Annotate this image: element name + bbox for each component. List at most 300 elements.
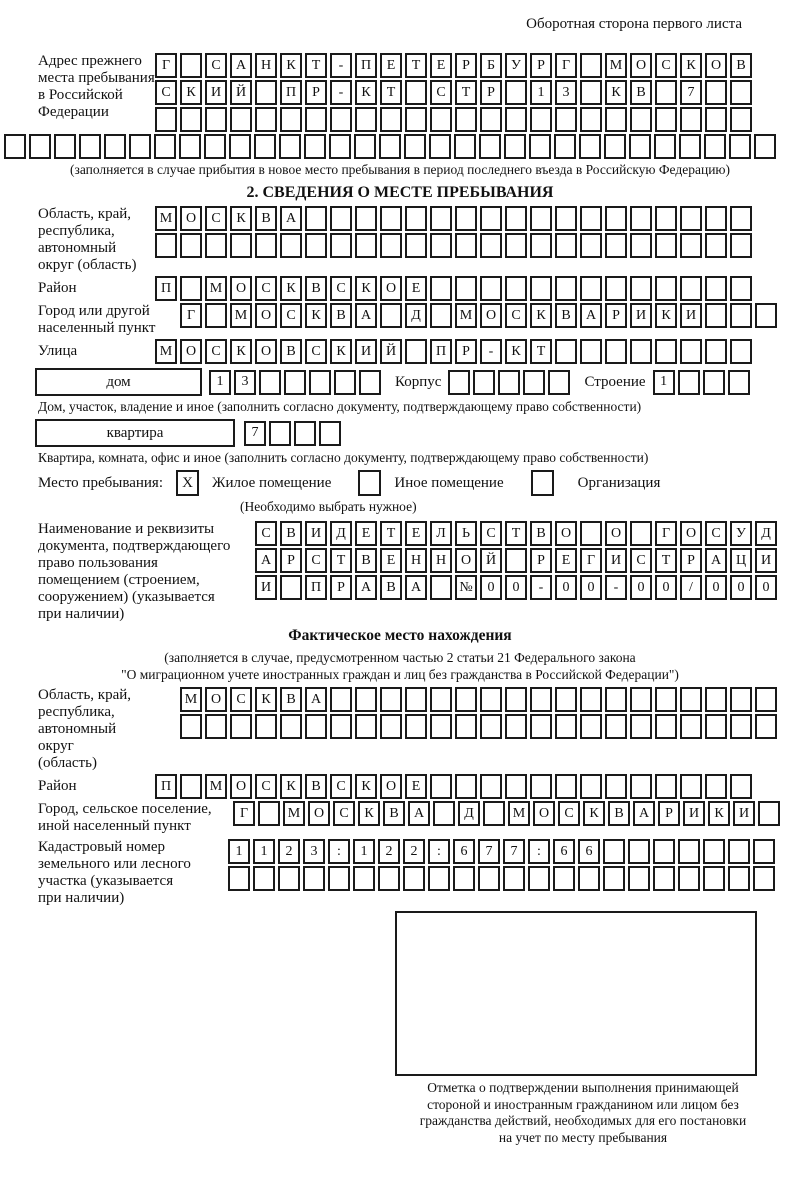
char-cell[interactable]: К [358, 801, 380, 826]
char-cell[interactable]: М [205, 276, 227, 301]
char-cell[interactable]: С [630, 548, 652, 573]
char-cell[interactable]: - [330, 80, 352, 105]
char-cell[interactable]: С [655, 53, 677, 78]
char-cell[interactable]: И [680, 303, 702, 328]
char-cell[interactable] [205, 107, 227, 132]
char-cell[interactable] [104, 134, 126, 159]
char-cell[interactable] [603, 866, 625, 891]
char-cell[interactable]: 2 [278, 839, 300, 864]
char-cell[interactable] [334, 370, 356, 395]
char-cell[interactable] [455, 774, 477, 799]
char-cell[interactable] [309, 370, 331, 395]
char-cell[interactable]: С [480, 521, 502, 546]
char-cell[interactable] [430, 714, 452, 739]
char-cell[interactable] [728, 839, 750, 864]
char-cell[interactable]: С [305, 548, 327, 573]
char-cell[interactable] [279, 134, 301, 159]
char-cell[interactable] [630, 774, 652, 799]
char-cell[interactable]: О [680, 521, 702, 546]
char-cell[interactable] [403, 866, 425, 891]
char-cell[interactable] [405, 687, 427, 712]
char-cell[interactable] [505, 687, 527, 712]
char-cell[interactable] [305, 206, 327, 231]
char-cell[interactable]: 3 [234, 370, 256, 395]
char-cell[interactable] [653, 866, 675, 891]
char-cell[interactable] [180, 233, 202, 258]
char-cell[interactable]: Н [255, 53, 277, 78]
char-cell[interactable] [405, 80, 427, 105]
char-cell[interactable]: В [305, 276, 327, 301]
char-cell[interactable]: О [480, 303, 502, 328]
char-cell[interactable]: И [755, 548, 777, 573]
char-cell[interactable] [655, 276, 677, 301]
char-cell[interactable] [555, 107, 577, 132]
char-cell[interactable] [730, 303, 752, 328]
char-cell[interactable] [579, 134, 601, 159]
char-cell[interactable] [605, 774, 627, 799]
char-cell[interactable]: Р [480, 80, 502, 105]
char-cell[interactable] [380, 687, 402, 712]
char-cell[interactable]: В [280, 339, 302, 364]
char-cell[interactable] [355, 687, 377, 712]
char-cell[interactable] [605, 339, 627, 364]
char-cell[interactable]: - [330, 53, 352, 78]
char-cell[interactable]: А [280, 206, 302, 231]
char-cell[interactable]: И [630, 303, 652, 328]
char-cell[interactable] [405, 107, 427, 132]
char-cell[interactable]: 7 [244, 421, 266, 446]
char-cell[interactable] [505, 714, 527, 739]
char-cell[interactable]: И [255, 575, 277, 600]
char-cell[interactable] [505, 548, 527, 573]
char-cell[interactable] [480, 233, 502, 258]
char-cell[interactable] [680, 339, 702, 364]
char-cell[interactable]: Т [505, 521, 527, 546]
char-cell[interactable]: С [205, 206, 227, 231]
char-cell[interactable]: 0 [755, 575, 777, 600]
char-cell[interactable] [478, 866, 500, 891]
char-cell[interactable] [230, 233, 252, 258]
char-cell[interactable] [280, 233, 302, 258]
char-cell[interactable] [354, 134, 376, 159]
char-cell[interactable] [630, 276, 652, 301]
char-cell[interactable]: Е [380, 53, 402, 78]
char-cell[interactable] [430, 774, 452, 799]
char-cell[interactable]: К [280, 276, 302, 301]
char-cell[interactable]: И [683, 801, 705, 826]
char-cell[interactable]: Е [405, 774, 427, 799]
char-cell[interactable] [580, 80, 602, 105]
char-cell[interactable] [678, 839, 700, 864]
char-cell[interactable] [628, 866, 650, 891]
char-cell[interactable]: Е [380, 548, 402, 573]
char-cell[interactable]: А [355, 303, 377, 328]
char-cell[interactable] [79, 134, 101, 159]
char-cell[interactable]: А [705, 548, 727, 573]
char-cell[interactable] [179, 134, 201, 159]
char-cell[interactable]: В [280, 521, 302, 546]
char-cell[interactable] [530, 233, 552, 258]
char-cell[interactable] [259, 370, 281, 395]
char-cell[interactable] [655, 80, 677, 105]
char-cell[interactable]: Д [330, 521, 352, 546]
char-cell[interactable] [205, 714, 227, 739]
char-cell[interactable] [480, 687, 502, 712]
char-cell[interactable] [430, 206, 452, 231]
char-cell[interactable] [705, 687, 727, 712]
char-cell[interactable]: 6 [453, 839, 475, 864]
char-cell[interactable] [730, 206, 752, 231]
char-cell[interactable] [228, 866, 250, 891]
char-cell[interactable]: С [205, 339, 227, 364]
char-cell[interactable] [505, 233, 527, 258]
char-cell[interactable] [555, 276, 577, 301]
char-cell[interactable] [255, 714, 277, 739]
char-cell[interactable]: Е [430, 53, 452, 78]
char-cell[interactable] [504, 134, 526, 159]
char-cell[interactable] [505, 774, 527, 799]
char-cell[interactable] [480, 714, 502, 739]
char-cell[interactable]: О [308, 801, 330, 826]
char-cell[interactable] [580, 206, 602, 231]
char-cell[interactable] [705, 714, 727, 739]
char-cell[interactable]: 0 [555, 575, 577, 600]
char-cell[interactable]: Р [305, 80, 327, 105]
char-cell[interactable]: 1 [653, 370, 675, 395]
char-cell[interactable]: Ц [730, 548, 752, 573]
char-cell[interactable] [329, 134, 351, 159]
char-cell[interactable]: С [155, 80, 177, 105]
char-cell[interactable] [180, 774, 202, 799]
char-cell[interactable] [378, 866, 400, 891]
char-cell[interactable]: И [305, 521, 327, 546]
char-cell[interactable] [29, 134, 51, 159]
char-cell[interactable] [205, 303, 227, 328]
char-cell[interactable] [530, 206, 552, 231]
char-cell[interactable]: К [355, 80, 377, 105]
char-cell[interactable] [355, 233, 377, 258]
char-cell[interactable] [605, 206, 627, 231]
char-cell[interactable] [629, 134, 651, 159]
char-cell[interactable]: 2 [378, 839, 400, 864]
char-cell[interactable]: Т [455, 80, 477, 105]
char-cell[interactable]: В [730, 53, 752, 78]
char-cell[interactable]: О [630, 53, 652, 78]
char-cell[interactable] [530, 774, 552, 799]
char-cell[interactable] [705, 233, 727, 258]
char-cell[interactable]: Н [430, 548, 452, 573]
char-cell[interactable] [230, 107, 252, 132]
char-cell[interactable] [479, 134, 501, 159]
char-cell[interactable] [728, 370, 750, 395]
char-cell[interactable]: А [305, 687, 327, 712]
char-cell[interactable]: О [255, 339, 277, 364]
char-cell[interactable]: Т [655, 548, 677, 573]
char-cell[interactable]: К [280, 53, 302, 78]
char-cell[interactable]: Р [680, 548, 702, 573]
char-cell[interactable]: К [255, 687, 277, 712]
char-cell[interactable]: М [508, 801, 530, 826]
char-cell[interactable]: П [430, 339, 452, 364]
char-cell[interactable]: Р [280, 548, 302, 573]
char-cell[interactable]: 0 [505, 575, 527, 600]
char-cell[interactable] [653, 839, 675, 864]
char-cell[interactable] [503, 866, 525, 891]
char-cell[interactable]: 0 [655, 575, 677, 600]
char-cell[interactable] [604, 134, 626, 159]
char-cell[interactable]: Т [380, 80, 402, 105]
char-cell[interactable]: О [180, 206, 202, 231]
char-cell[interactable] [255, 233, 277, 258]
char-cell[interactable] [679, 134, 701, 159]
char-cell[interactable] [480, 276, 502, 301]
char-cell[interactable]: А [580, 303, 602, 328]
char-cell[interactable]: М [205, 774, 227, 799]
char-cell[interactable]: 6 [553, 839, 575, 864]
char-cell[interactable]: М [455, 303, 477, 328]
char-cell[interactable]: К [280, 774, 302, 799]
char-cell[interactable]: Д [755, 521, 777, 546]
char-cell[interactable]: А [230, 53, 252, 78]
char-cell[interactable] [705, 206, 727, 231]
char-cell[interactable]: 7 [680, 80, 702, 105]
char-cell[interactable]: : [528, 839, 550, 864]
char-cell[interactable]: Е [555, 548, 577, 573]
char-cell[interactable]: П [155, 276, 177, 301]
char-cell[interactable] [523, 370, 545, 395]
char-cell[interactable]: Р [658, 801, 680, 826]
char-cell[interactable]: К [355, 774, 377, 799]
char-cell[interactable] [655, 107, 677, 132]
char-cell[interactable]: В [255, 206, 277, 231]
char-cell[interactable]: К [655, 303, 677, 328]
char-cell[interactable] [429, 134, 451, 159]
char-cell[interactable] [680, 206, 702, 231]
char-cell[interactable]: И [205, 80, 227, 105]
char-cell[interactable] [680, 276, 702, 301]
char-cell[interactable] [655, 774, 677, 799]
char-cell[interactable] [755, 714, 777, 739]
char-cell[interactable]: О [205, 687, 227, 712]
char-cell[interactable] [353, 866, 375, 891]
char-cell[interactable] [305, 107, 327, 132]
char-cell[interactable]: К [330, 339, 352, 364]
char-cell[interactable] [278, 866, 300, 891]
char-cell[interactable] [380, 233, 402, 258]
char-cell[interactable]: Й [380, 339, 402, 364]
char-cell[interactable]: Т [380, 521, 402, 546]
char-cell[interactable]: К [355, 276, 377, 301]
char-cell[interactable] [730, 80, 752, 105]
char-cell[interactable]: Р [455, 339, 477, 364]
char-cell[interactable] [454, 134, 476, 159]
char-cell[interactable]: 7 [503, 839, 525, 864]
char-cell[interactable]: 7 [478, 839, 500, 864]
char-cell[interactable]: А [255, 548, 277, 573]
char-cell[interactable] [430, 303, 452, 328]
char-cell[interactable] [680, 107, 702, 132]
char-cell[interactable]: И [605, 548, 627, 573]
char-cell[interactable] [154, 134, 176, 159]
char-cell[interactable]: В [555, 303, 577, 328]
char-cell[interactable]: Р [455, 53, 477, 78]
char-cell[interactable] [605, 687, 627, 712]
char-cell[interactable] [455, 687, 477, 712]
char-cell[interactable] [730, 233, 752, 258]
char-cell[interactable] [730, 107, 752, 132]
char-cell[interactable]: Е [355, 521, 377, 546]
char-cell[interactable] [284, 370, 306, 395]
char-cell[interactable]: Р [605, 303, 627, 328]
char-cell[interactable] [498, 370, 520, 395]
char-cell[interactable]: В [383, 801, 405, 826]
char-cell[interactable]: С [280, 303, 302, 328]
char-cell[interactable] [705, 276, 727, 301]
char-cell[interactable]: Ь [455, 521, 477, 546]
char-cell[interactable] [630, 107, 652, 132]
char-cell[interactable] [729, 134, 751, 159]
char-cell[interactable] [703, 370, 725, 395]
char-cell[interactable] [730, 339, 752, 364]
char-cell[interactable] [758, 801, 780, 826]
char-cell[interactable] [480, 774, 502, 799]
char-cell[interactable]: О [605, 521, 627, 546]
char-cell[interactable]: У [730, 521, 752, 546]
char-cell[interactable] [455, 276, 477, 301]
char-cell[interactable]: С [705, 521, 727, 546]
char-cell[interactable] [379, 134, 401, 159]
char-cell[interactable]: : [328, 839, 350, 864]
char-cell[interactable]: К [180, 80, 202, 105]
char-cell[interactable] [54, 134, 76, 159]
char-cell[interactable] [580, 339, 602, 364]
char-cell[interactable] [204, 134, 226, 159]
char-cell[interactable]: А [405, 575, 427, 600]
char-cell[interactable]: 1 [253, 839, 275, 864]
char-cell[interactable] [155, 107, 177, 132]
char-cell[interactable]: У [505, 53, 527, 78]
char-cell[interactable] [529, 134, 551, 159]
char-cell[interactable] [704, 134, 726, 159]
char-cell[interactable]: О [230, 276, 252, 301]
char-cell[interactable]: С [230, 687, 252, 712]
char-cell[interactable] [433, 801, 455, 826]
char-cell[interactable] [655, 687, 677, 712]
char-cell[interactable] [205, 233, 227, 258]
char-cell[interactable] [728, 866, 750, 891]
char-cell[interactable]: И [355, 339, 377, 364]
char-cell[interactable]: П [280, 80, 302, 105]
char-cell[interactable] [555, 774, 577, 799]
char-cell[interactable] [404, 134, 426, 159]
char-cell[interactable]: С [255, 521, 277, 546]
char-cell[interactable] [380, 714, 402, 739]
char-cell[interactable] [705, 774, 727, 799]
char-cell[interactable] [505, 80, 527, 105]
char-cell[interactable] [730, 774, 752, 799]
char-cell[interactable] [405, 233, 427, 258]
char-cell[interactable]: С [430, 80, 452, 105]
char-cell[interactable] [680, 233, 702, 258]
char-cell[interactable]: М [155, 206, 177, 231]
char-cell[interactable] [530, 276, 552, 301]
char-cell[interactable]: В [280, 687, 302, 712]
char-cell[interactable] [455, 233, 477, 258]
char-cell[interactable] [455, 206, 477, 231]
char-cell[interactable]: М [155, 339, 177, 364]
char-cell[interactable]: 3 [303, 839, 325, 864]
char-cell[interactable]: О [455, 548, 477, 573]
char-cell[interactable] [180, 276, 202, 301]
char-cell[interactable]: К [530, 303, 552, 328]
char-cell[interactable]: Г [233, 801, 255, 826]
char-cell[interactable] [530, 687, 552, 712]
char-cell[interactable] [580, 521, 602, 546]
char-cell[interactable]: С [333, 801, 355, 826]
char-cell[interactable]: П [355, 53, 377, 78]
char-cell[interactable] [703, 839, 725, 864]
char-cell[interactable] [605, 714, 627, 739]
char-cell[interactable] [430, 276, 452, 301]
char-cell[interactable]: Й [230, 80, 252, 105]
char-cell[interactable]: О [555, 521, 577, 546]
char-cell[interactable]: 1 [353, 839, 375, 864]
char-cell[interactable] [330, 107, 352, 132]
char-cell[interactable]: П [305, 575, 327, 600]
char-cell[interactable]: С [255, 774, 277, 799]
char-cell[interactable] [405, 339, 427, 364]
char-cell[interactable] [305, 233, 327, 258]
char-cell[interactable] [180, 53, 202, 78]
char-cell[interactable]: 1 [209, 370, 231, 395]
char-cell[interactable] [254, 134, 276, 159]
char-cell[interactable] [530, 107, 552, 132]
char-cell[interactable]: / [680, 575, 702, 600]
char-cell[interactable] [428, 866, 450, 891]
char-cell[interactable]: Г [180, 303, 202, 328]
char-cell[interactable]: Д [458, 801, 480, 826]
char-cell[interactable]: Р [330, 575, 352, 600]
char-cell[interactable]: Т [305, 53, 327, 78]
char-cell[interactable] [430, 107, 452, 132]
char-cell[interactable]: К [680, 53, 702, 78]
char-cell[interactable] [319, 421, 341, 446]
char-cell[interactable]: 2 [403, 839, 425, 864]
char-cell[interactable] [580, 774, 602, 799]
char-cell[interactable] [330, 714, 352, 739]
char-cell[interactable]: 0 [730, 575, 752, 600]
char-cell[interactable] [359, 370, 381, 395]
char-cell[interactable]: И [733, 801, 755, 826]
char-cell[interactable]: О [380, 774, 402, 799]
char-cell[interactable] [654, 134, 676, 159]
char-cell[interactable]: К [230, 339, 252, 364]
char-cell[interactable]: 6 [578, 839, 600, 864]
char-cell[interactable] [630, 687, 652, 712]
char-cell[interactable] [703, 866, 725, 891]
char-cell[interactable] [753, 839, 775, 864]
char-cell[interactable]: Е [405, 521, 427, 546]
char-cell[interactable] [655, 339, 677, 364]
organization-checkbox[interactable] [531, 470, 554, 496]
char-cell[interactable] [678, 866, 700, 891]
char-cell[interactable]: Л [430, 521, 452, 546]
residential-checkbox[interactable]: X [176, 470, 199, 496]
char-cell[interactable] [580, 107, 602, 132]
char-cell[interactable] [555, 714, 577, 739]
char-cell[interactable]: В [305, 774, 327, 799]
char-cell[interactable]: О [180, 339, 202, 364]
